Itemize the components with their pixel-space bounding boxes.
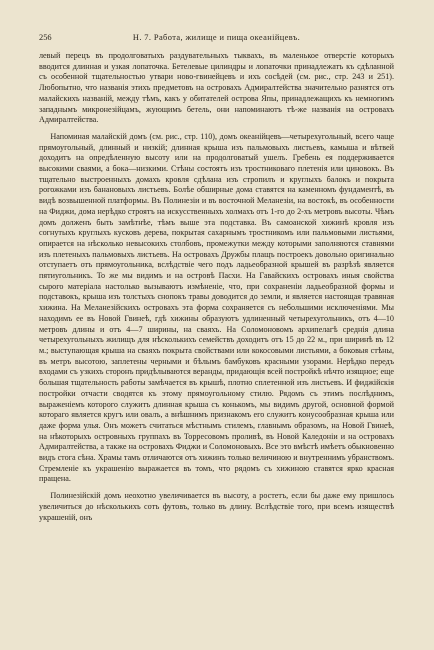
paragraph-continued: левый перецъ въ продолговатыхъ раздувательныхъ тыквахъ, въ маленькое отверстіе которыхъ вводится длинная и узкая лопаточка. Бетелевые цилиндры и лопаточки принадлежатъ къ сдѣланной съ особенной тщательностью утвари ново-гвинейцевъ и ихъ сосѣдей (см. рис., стр. 243 и 251). Любопытно, что названія этихъ предметовъ на островахъ Адмиралтейства значительно разнятся отъ малайскихъ названій, между тѣмъ, какъ у обитателей острова Япы, принадлежащихъ къ немногимъ западнымъ микронезійцамъ, жующимъ бетель, они напоминаютъ тѣ-же названія на островахъ Адмиралтейства.	[39, 51, 394, 125]
running-title: Н. 7. Работа, жилище и пища океанійцевъ.	[132, 33, 301, 42]
paragraph-polynesian-house: Полинезійскій домъ неохотно увеличивается въ высоту, а ростетъ, если бы даже ему пришлось увеличиться до нѣсколькихъ сотъ футовъ, только въ длину. Вслѣдствіе того, при всемъ изяществѣ украшеній, онъ	[39, 491, 394, 522]
page-number: 256	[39, 33, 52, 42]
page-body	[39, 51, 394, 616]
paragraph-houses: Напоминая малайскій домъ (см. рис., стр. 110), домъ океанійцевъ—четырехугольный, всего чаще прямоугольный, длинный и низкій; длинная крыша изъ пальмовыхъ листьевъ, камыша и вѣтвей доходитъ на опредѣленную высоту или на продолговатый ушелъ. Гребень ея поддерживается высокими сваями, а бока—низкими. Стѣны состоятъ изъ тростниковаго плетенія или циновокъ. Въ тщательно выстроенныхъ домахъ кровля сдѣлана изъ стропилъ и круглыхъ балокъ и покрыта рогожками изъ банановыхъ листьевъ. Болѣе обширные дома ставятся на каменномъ фундаментѣ, въ видѣ возвышенной платформы. Въ Полинезіи и въ восточной Меланезіи, на востокѣ, въ особенности на Фиджи, дома нерѣдко строятъ на искусственныхъ холмахъ отъ 1-го до 2-хъ метровъ высоты. Чѣмъ домъ долженъ быть замѣтнѣе, тѣмъ выше эта подставка. Въ самоанской хижинѣ кровля изъ согнутыхъ круглыхъ кусковъ дерева, покрытая сахарнымъ тростникомъ или пальмовыми листьями, опирается на нѣсколько невысокихъ столбовъ, промежутки между которыми заполняются ставнями изъ плетеныхъ пальмовыхъ листьевъ. На островахъ Дружбы плащъ построекъ довольно оригинально отступаетъ отъ прямоугольника, вслѣдствіе чего подъ ладьеобразной крышей въ разрѣзѣ является пятиугольникъ. То же мы видимъ и на островѣ Пасхи. На Гавайскихъ островахъ иныя свойства сырого матеріала настолько вызываютъ измѣненіе, что, при сохраненіи ладьеобразной формы и подставокъ, крыша изъ толстыхъ снопокъ травы доводится до земли, и является настоящая травяная хижина. На Меланезійскихъ островахъ эта форма сохраняется съ небольшими исключеніями. Мы находимъ ее въ Новой Гвинеѣ, гдѣ хижины образуютъ удлиненный четырехугольникъ, отъ 4—10 метровъ длины и отъ 4—7 ширины, на сваяхъ. На Соломоновомъ архипелагѣ среднія длина четырехугольныхъ жилищъ для нѣсколькихъ семействъ доходитъ отъ 15 до 22 м., при ширинѣ въ 12 м.; выступающая крыша на сваяхъ покрыта свойствами или кокосовыми листьями, а боковыя стѣны, въ метръ высотою, заплетены черными и бѣлымъ бамбуковъ красными узорами. Нерѣдко передъ входами съ узкихъ сторонъ придѣлываются веранды, придающія всей постройкѣ нѣчто изящное; еще большая тщательность работы замѣчается въ крышѣ, плотно сплетенной изъ листьевъ. И фиджійскія постройки отчасти сводятся къ этому прямоугольному стилю. Рядомъ съ этимъ послѣднимъ, выраженіемъ которого служитъ длинная крыша съ конькомъ, мы видимъ другой, основной формой котораго является кругъ или овалъ, а внѣшнимъ признакомъ его служитъ конусообразная крыша или даже форма улья. Онъ можетъ считаться мѣстнымъ стилемъ, главнымъ образомъ, на Новой Гвинеѣ, на нѣкоторыхъ островныхъ группахъ въ Торресовомъ проливѣ, въ Новой Каледоніи и на островахъ Адмиралтейства, а также на островахъ Фиджи и Соломоновыхъ. Все это вмѣстѣ имѣетъ обыкновенно видъ стога сѣна. Храмы тамъ отличаются отъ хижинъ только величиною и внутреннимъ убранствомъ. Стремленіе къ украшенію выражается въ томъ, что рядомъ съ хижиною ставятся ярко красная пращена.	[39, 131, 394, 484]
page-header	[39, 32, 394, 44]
